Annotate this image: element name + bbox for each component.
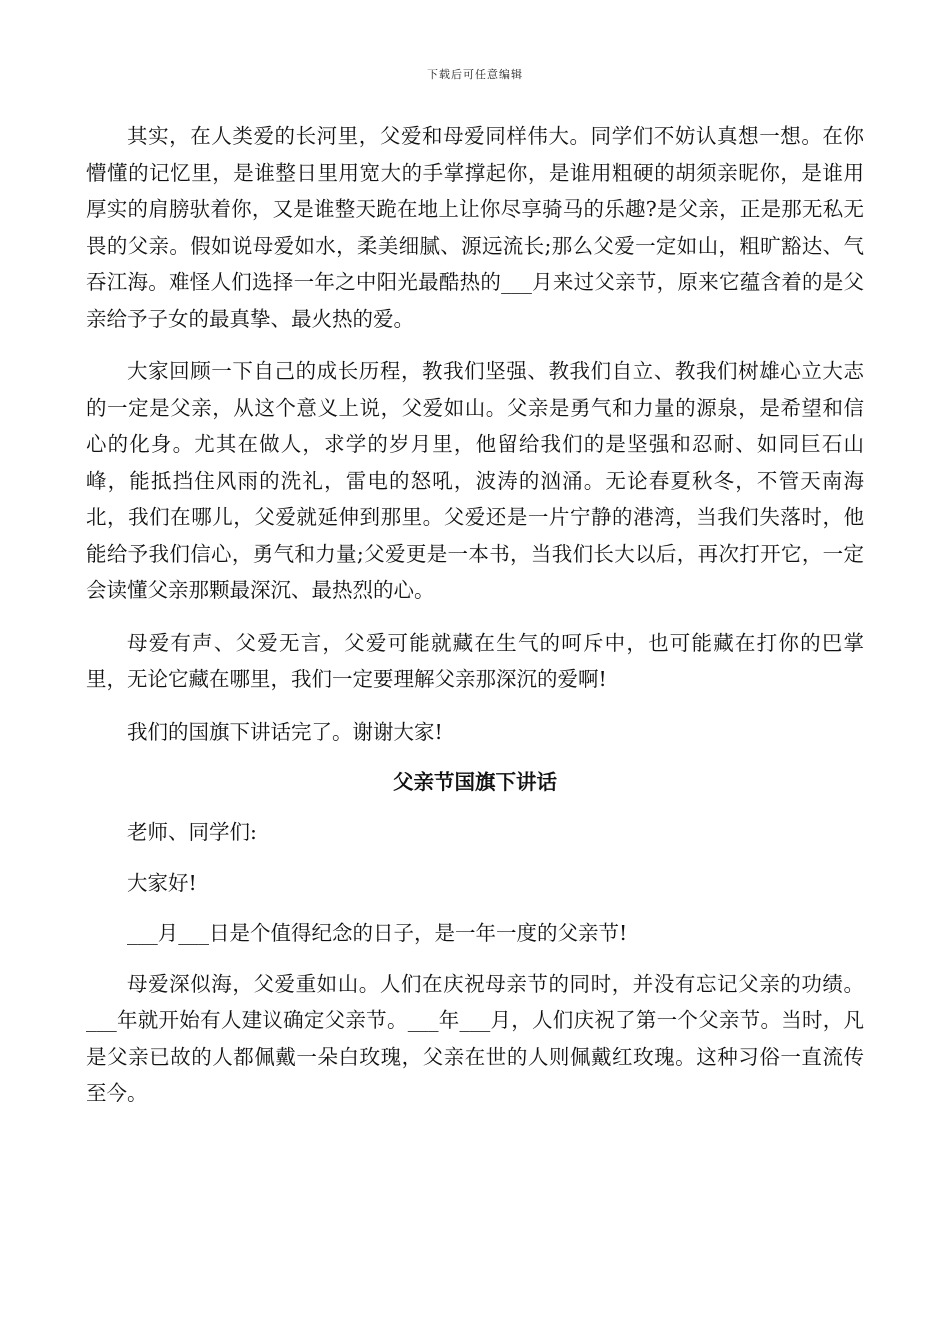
paragraph-salutation: 老师、同学们: [127, 820, 257, 844]
paragraph-greeting: 大家好! [127, 870, 197, 895]
paragraph-silent-love: 母爱有声、父爱无言，父爱可能就藏在生气的呵斥中，也可能藏在打你的巴掌里，无论它藏在哪里，我们一定要理解父亲那深沉的爱啊! [86, 630, 864, 691]
paragraph-date-intro: ___月___日是个值得纪念的日子，是一年一度的父亲节! [127, 921, 628, 945]
paragraph-history: 母爱深似海，父爱重如山。人们在庆祝母亲节的同时，并没有忘记父亲的功绩。___年就开始有人建议确定父亲节。___年___月，人们庆祝了第一个父亲节。当时，凡是父亲已故的人都佩戴一朵白玫瑰，父亲在世的人则佩戴红玫瑰。这种习俗一直流传至今。 [86, 971, 864, 1105]
paragraph-closing: 我们的国旗下讲话完了。谢谢大家! [127, 719, 443, 744]
download-note: 下载后可任意编辑 [427, 68, 523, 81]
paragraph-father-love-compare: 其实，在人类爱的长河里，父爱和母爱同样伟大。同学们不妨认真想一想。在你懵懂的记忆里，是谁整日里用宽大的手掌撑起你，是谁用粗硬的胡须亲昵你，是谁用厚实的肩膀驮着你，又是谁整天跪在地上让你尽享骑马的乐趣?是父亲，正是那无私无畏的父亲。假如说母爱如水，柔美细腻、源远流长;那么父爱一定如山，粗旷豁达、气吞江海。难怪人们选择一年之中阳光最酷热的___月来过父亲节，原来它蕴含着的是父亲给予子女的最真挚、最火热的爱。 [86, 124, 864, 331]
paragraph-growth-history: 大家回顾一下自己的成长历程，教我们坚强、教我们自立、教我们树雄心立大志的一定是父亲，从这个意义上说，父爱如山。父亲是勇气和力量的源泉，是希望和信心的化身。尤其在做人，求学的岁月里，他留给我们的是坚强和忍耐、如同巨石山峰，能抵挡住风雨的洗礼，雷电的怒吼，波涛的汹涌。无论春夏秋冬，不管天南海北，我们在哪儿，父爱就延伸到那里。父爱还是一片宁静的港湾，当我们失落时，他能给予我们信心，勇气和力量;父爱更是一本书，当我们长大以后，再次打开它，一定会读懂父亲那颗最深沉、最热烈的心。 [86, 359, 864, 602]
section-title: 父亲节国旗下讲话 [393, 770, 557, 794]
document-body [86, 118, 864, 1128]
